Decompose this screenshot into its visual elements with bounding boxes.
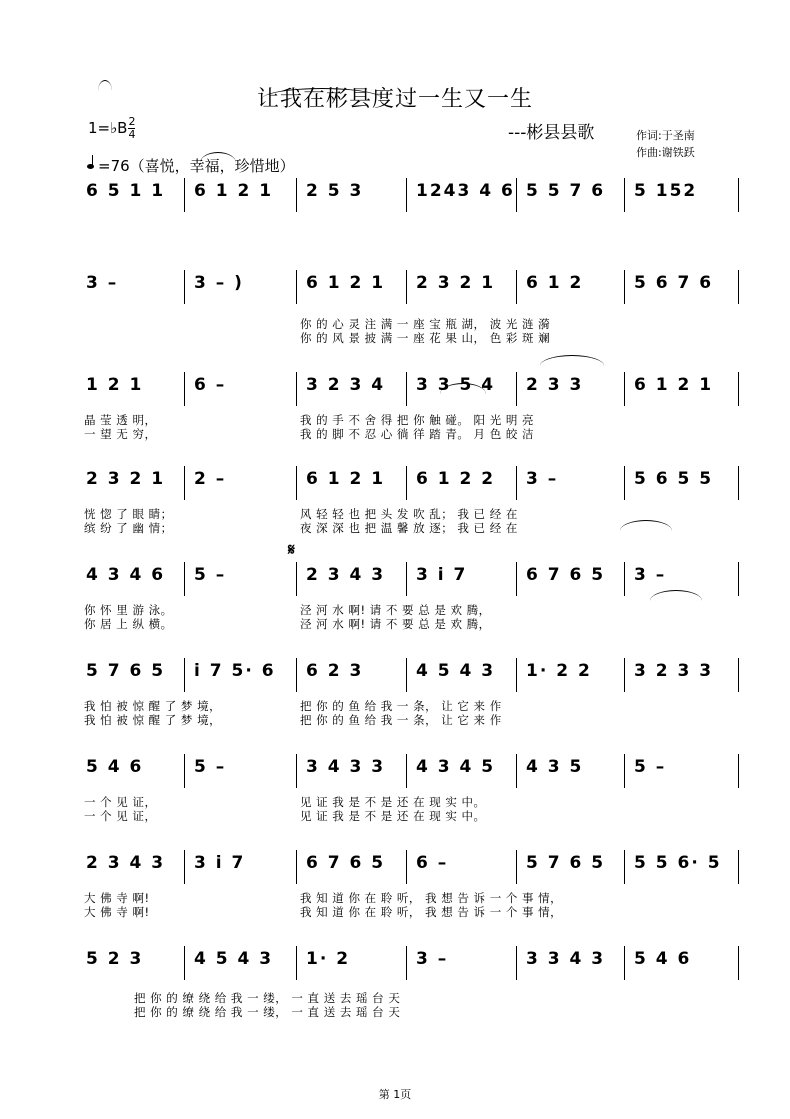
measure: 5 5 7 6 [526, 181, 606, 201]
time-bottom: 4 [128, 128, 136, 141]
measure: 6 1 2 1 [194, 181, 274, 201]
barline [406, 946, 407, 980]
lyric-line: 泾 河 水 啊! 请 不 要 总 是 欢 腾， [300, 603, 491, 617]
measure: 5 6 7 6 [634, 273, 714, 293]
barline [516, 754, 517, 788]
time-signature [128, 116, 135, 141]
credits [636, 127, 695, 161]
measure: 3 i 7 [194, 853, 246, 873]
lyric-line: 把 你 的 缭 绕 给 我 一 缕， 一 直 送 去 瑶 台 天 [134, 1005, 401, 1019]
barline [516, 562, 517, 596]
staff-line [78, 270, 740, 304]
barline [516, 372, 517, 406]
staff-line [78, 754, 740, 788]
measure: 3 2 3 3 [634, 661, 714, 681]
measure: 3 – [86, 273, 119, 293]
barline [296, 946, 297, 980]
measure: 5 4 6 [634, 949, 692, 969]
lyricist: 作词:于圣南 [636, 129, 695, 142]
measure: 5 – [194, 757, 227, 777]
measure: 4 5 4 3 [416, 661, 496, 681]
measure: 3 i 7 [416, 565, 468, 585]
barline [738, 466, 739, 500]
barline [184, 466, 185, 500]
lyric-line: 一 个 见 证， [84, 809, 157, 823]
measure: 6 – [416, 853, 449, 873]
barline [184, 270, 185, 304]
measure: 6 1 2 [526, 273, 584, 293]
lyric-line: 你 的 心 灵 注 满 一 座 宝 瓶 湖， 波 光 涟 漪 [300, 317, 551, 331]
measure: 4 3 5 [526, 757, 584, 777]
barline [184, 946, 185, 980]
measure: 4 3 4 6 [86, 565, 166, 585]
barline [296, 658, 297, 692]
barline [516, 658, 517, 692]
barline [406, 754, 407, 788]
barline [184, 754, 185, 788]
lyric-line: 大 佛 寺 啊! [84, 891, 150, 905]
lyric-line: 我 的 脚 不 忍 心 徜 徉 踏 青。 月 色 皎 洁 [300, 427, 535, 441]
measure: 6 5 1 1 [86, 181, 166, 201]
measure: 3 – [634, 565, 667, 585]
lyric-line: 你 怀 里 游 泳。 [84, 603, 173, 617]
measure: 1· 2 [306, 949, 351, 969]
measure: 6 – [194, 375, 227, 395]
barline [738, 270, 739, 304]
measure: 6 7 6 5 [306, 853, 386, 873]
barline [184, 372, 185, 406]
slur [200, 152, 236, 163]
measure: 6 1 2 1 [306, 469, 386, 489]
measure: 5 7 6 5 [86, 661, 166, 681]
lyric-line: 把 你 的 鱼 给 我 一 条， 让 它 来 作 [300, 699, 502, 713]
slur [620, 520, 672, 531]
staff-line [78, 946, 740, 980]
measure: 5 – [194, 565, 227, 585]
measure: 3 4 3 3 [306, 757, 386, 777]
lyric-line: 我 知 道 你 在 聆 听， 我 想 告 诉 一 个 事 情， [300, 891, 563, 905]
barline [624, 658, 625, 692]
barline [296, 178, 297, 212]
measure: 3 – [416, 949, 449, 969]
barline [738, 850, 739, 884]
measure: 4 3 4 5 [416, 757, 496, 777]
barline [624, 562, 625, 596]
measure: 2 – [194, 469, 227, 489]
lyric-line: 夜 深 深 也 把 温 馨 放 逐； 我 已 经 在 [300, 521, 518, 535]
lyric-line: 见 证 我 是 不 是 还 在 现 实 中。 [300, 809, 486, 823]
staff-line [78, 372, 740, 406]
barline [406, 270, 407, 304]
measure: 3 2 3 4 [306, 375, 386, 395]
lyric-line: 缤 纷 了 幽 情； [84, 521, 173, 535]
segno-sign: 𝄋 [288, 540, 295, 559]
measure: i 7 5· 6 [194, 661, 276, 681]
barline [624, 466, 625, 500]
measure: 5 5 6· 5 [634, 853, 722, 873]
lyric-line: 风 轻 轻 也 把 头 发 吹 乱； 我 已 经 在 [300, 507, 518, 521]
measure: 1 2 1 [86, 375, 144, 395]
measure: 2 3 2 1 [416, 273, 496, 293]
barline [516, 270, 517, 304]
measure: 2 3 4 3 [306, 565, 386, 585]
measure: 1243 4 6 [416, 181, 515, 201]
staff-line [78, 850, 740, 884]
barline [738, 658, 739, 692]
measure: 6 1 2 2 [416, 469, 496, 489]
barline [406, 658, 407, 692]
barline [296, 270, 297, 304]
barline [624, 754, 625, 788]
barline [184, 658, 185, 692]
lyric-line: 你 的 风 景 披 满 一 座 花 果 山， 色 彩 斑 斓 [300, 331, 551, 345]
barline [738, 946, 739, 980]
measure: 6 1 2 1 [634, 375, 714, 395]
barline [296, 372, 297, 406]
measure: 5 4 6 [86, 757, 144, 777]
measure: 2 3 3 [526, 375, 584, 395]
barline [624, 372, 625, 406]
measure: 1· 2 2 [526, 661, 592, 681]
lyric-line: 我 怕 被 惊 醒 了 梦 境， [84, 713, 222, 727]
staff-line [78, 178, 740, 212]
measure: 4 5 4 3 [194, 949, 274, 969]
measure: 2 5 3 [306, 181, 364, 201]
measure: 2 3 2 1 [86, 469, 166, 489]
barline [406, 466, 407, 500]
staff-line [78, 658, 740, 692]
barline [406, 372, 407, 406]
lyric-line: 泾 河 水 啊! 请 不 要 总 是 欢 腾， [300, 617, 491, 631]
lyric-line: 把 你 的 鱼 给 我 一 条， 让 它 来 作 [300, 713, 502, 727]
barline [296, 466, 297, 500]
lyric-line: 我 知 道 你 在 聆 听， 我 想 告 诉 一 个 事 情， [300, 905, 563, 919]
barline [516, 178, 517, 212]
lyric-line: 我 怕 被 惊 醒 了 梦 境， [84, 699, 222, 713]
barline [406, 178, 407, 212]
tempo-marking [88, 155, 295, 176]
measure: 5 152 [634, 181, 698, 201]
lyric-line: 大 佛 寺 啊! [84, 905, 150, 919]
measure: 6 2 3 [306, 661, 364, 681]
lyric-line: 晶 莹 透 明， [84, 413, 157, 427]
page-footer: 第 1页 [378, 1088, 412, 1101]
composer: 作曲:谢铁跃 [636, 146, 695, 159]
measure: 3 3 5 4 [416, 375, 496, 395]
barline [406, 562, 407, 596]
barline [184, 178, 185, 212]
measure: 6 1 2 1 [306, 273, 386, 293]
barline [296, 562, 297, 596]
lyric-line: 见 证 我 是 不 是 还 在 现 实 中。 [300, 795, 486, 809]
barline [184, 850, 185, 884]
key-signature [88, 116, 135, 141]
barline [296, 754, 297, 788]
slur [540, 355, 604, 366]
barline [624, 850, 625, 884]
barline [516, 946, 517, 980]
lyric-line: 恍 惚 了 眼 睛； [84, 507, 173, 521]
measure: 3 – [526, 469, 559, 489]
measure: 5 6 5 5 [634, 469, 714, 489]
measure: 3 3 4 3 [526, 949, 606, 969]
barline [516, 850, 517, 884]
key-label: 1=♭B [88, 119, 128, 137]
barline [738, 754, 739, 788]
barline [624, 946, 625, 980]
barline [624, 178, 625, 212]
song-subtitle: ---彬县县歌 [508, 123, 595, 143]
tempo-text: =76（喜悦，幸福，珍惜地） [98, 157, 295, 175]
staff-line [78, 562, 740, 596]
barline [184, 562, 185, 596]
barline [406, 850, 407, 884]
barline [738, 562, 739, 596]
lyric-line: 一 望 无 穷， [84, 427, 157, 441]
time-top: 2 [128, 115, 136, 128]
barline [516, 466, 517, 500]
measure: 2 3 4 3 [86, 853, 166, 873]
measure: 5 7 6 5 [526, 853, 606, 873]
barline [624, 270, 625, 304]
measure: 6 7 6 5 [526, 565, 606, 585]
staff-line [78, 466, 740, 500]
measure: 3 – ) [194, 273, 244, 293]
lyric-line: 我 的 手 不 舍 得 把 你 触 碰。 阳 光 明 亮 [300, 413, 535, 427]
measure: 5 2 3 [86, 949, 144, 969]
quarter-note-icon [92, 155, 98, 165]
barline [296, 850, 297, 884]
barline [738, 372, 739, 406]
barline [738, 178, 739, 212]
lyric-line: 把 你 的 缭 绕 给 我 一 缕， 一 直 送 去 瑶 台 天 [134, 991, 401, 1005]
measure: 5 – [634, 757, 667, 777]
lyric-line: 你 居 上 纵 横。 [84, 617, 173, 631]
song-title: 让我在彬县度过一生又一生 [256, 87, 533, 112]
lyric-line: 一 个 见 证， [84, 795, 157, 809]
